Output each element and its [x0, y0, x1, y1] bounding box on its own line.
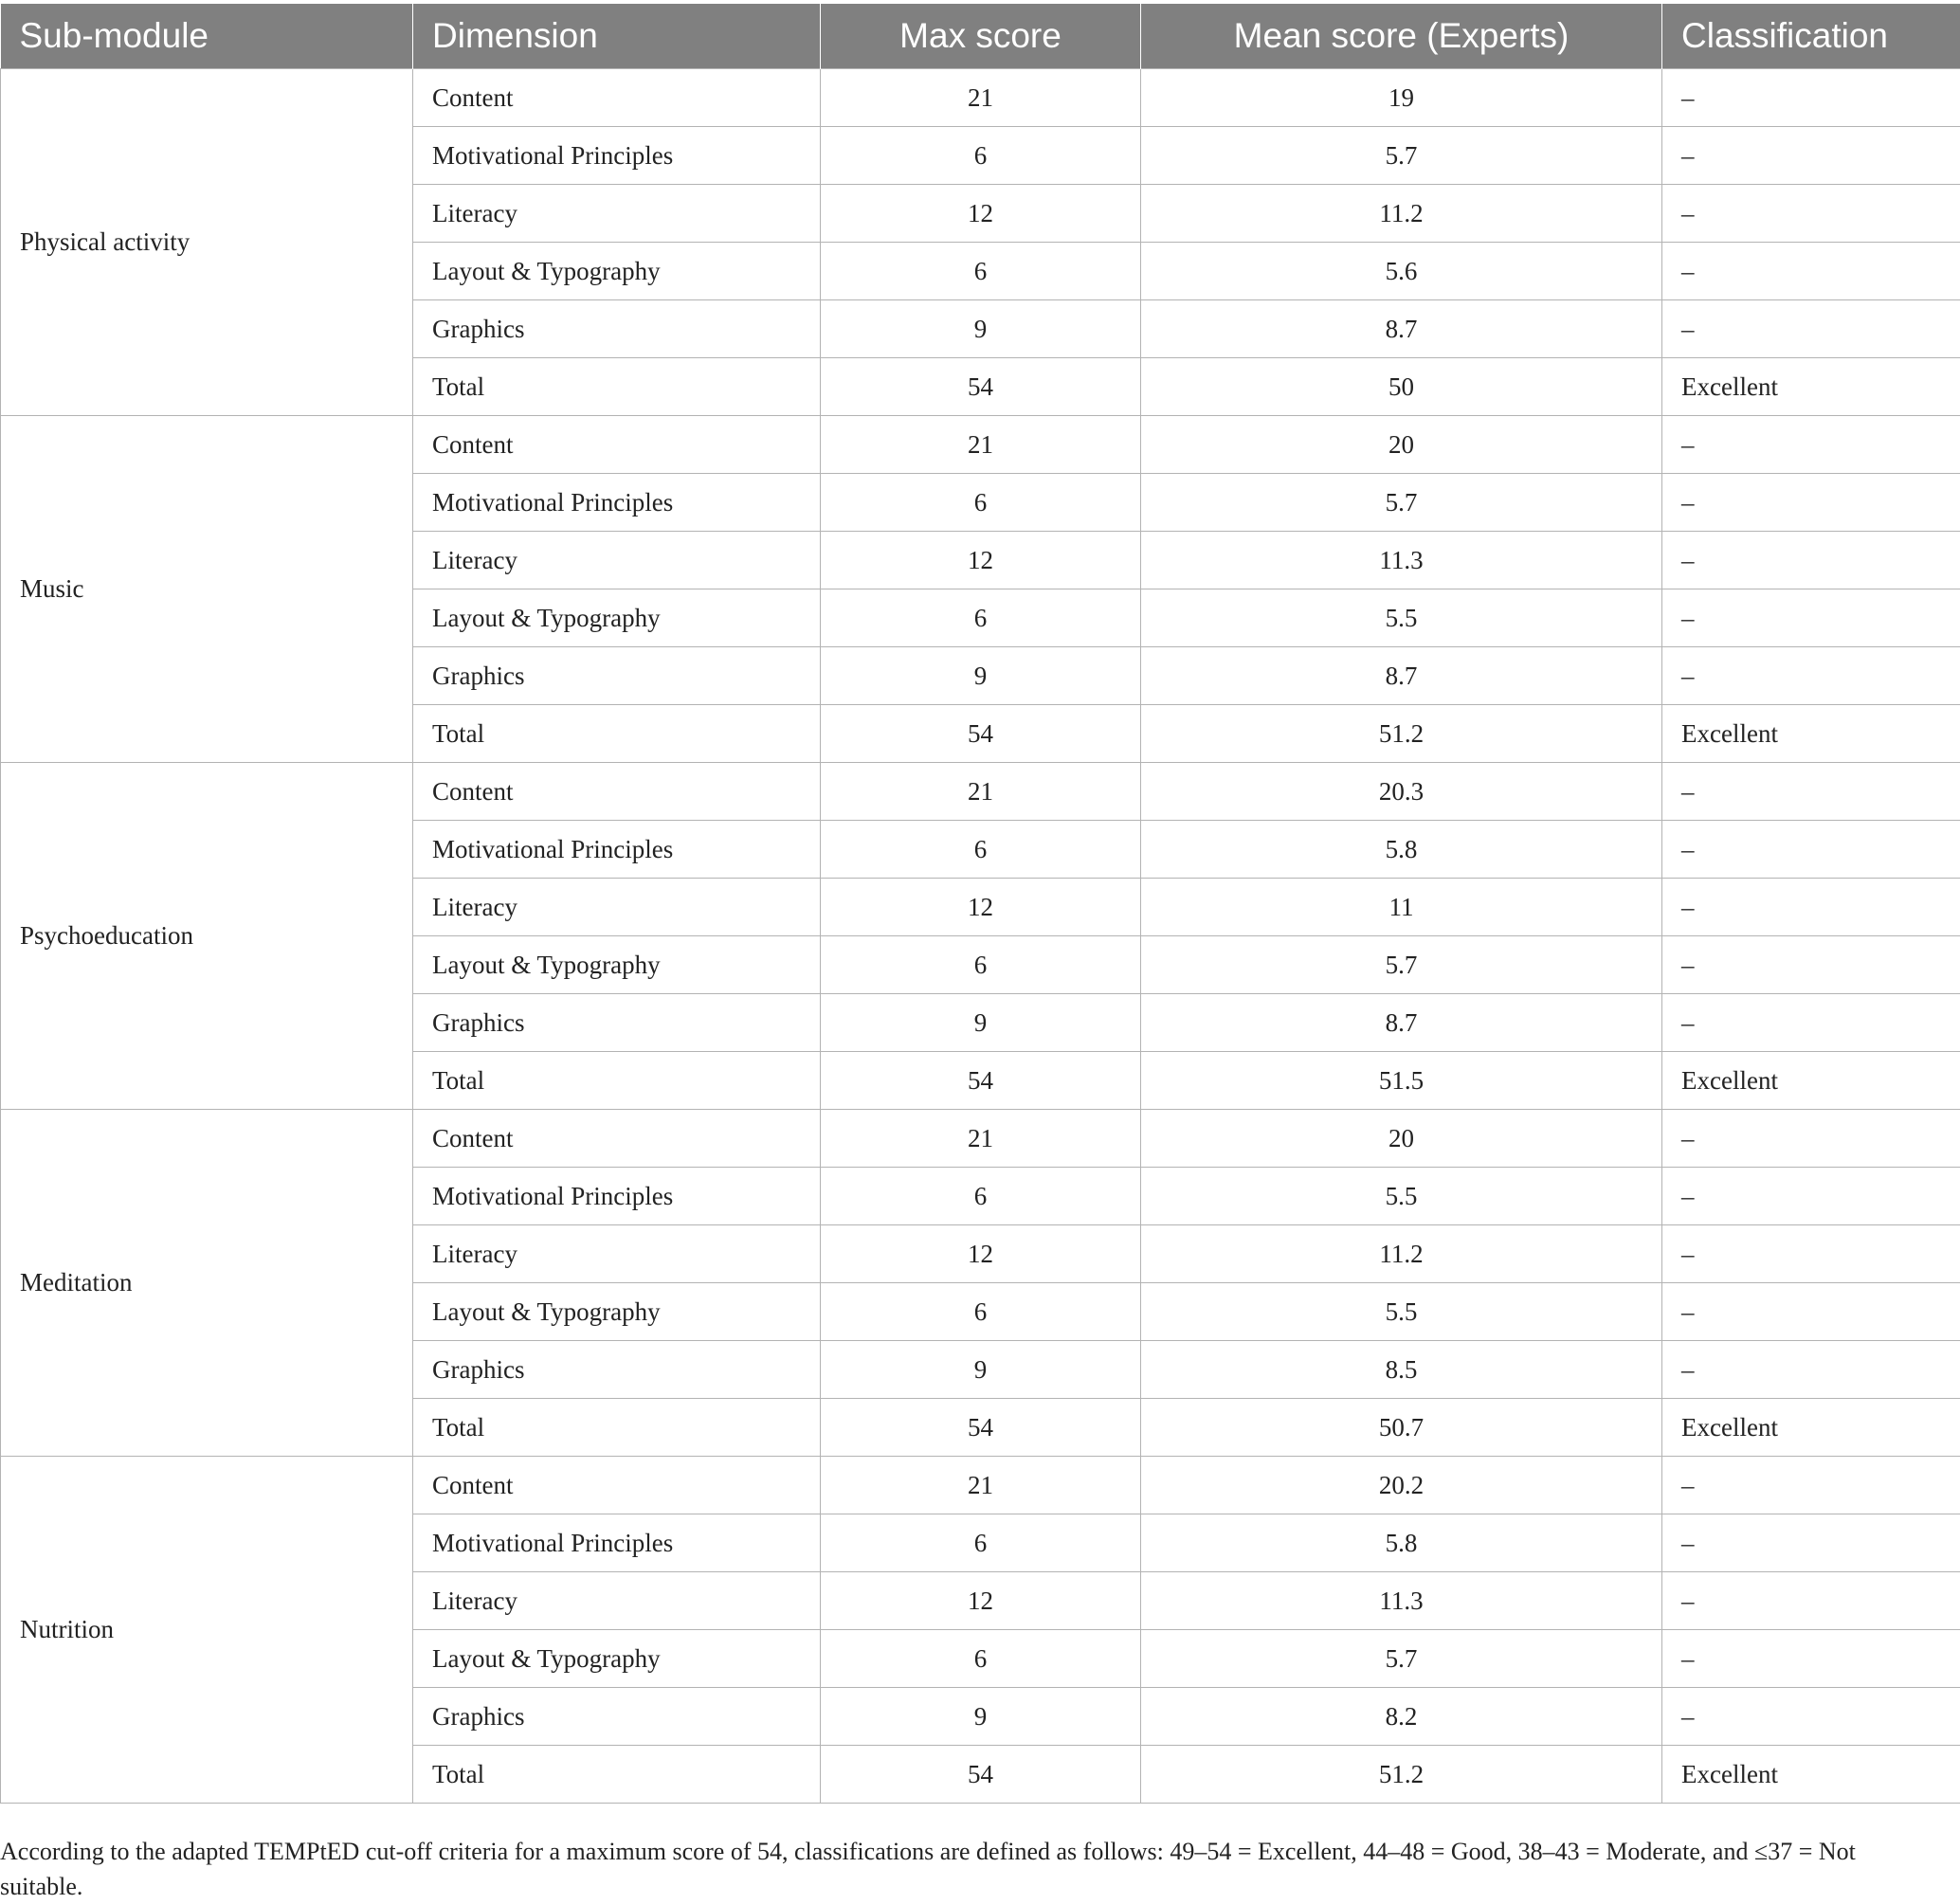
classification-cell: – — [1662, 647, 1960, 705]
table-body — [1, 69, 1960, 1804]
table-header — [1, 4, 1960, 69]
max-score-cell: 21 — [821, 763, 1141, 821]
mean-score-cell: 5.8 — [1141, 821, 1662, 879]
max-score-cell: 21 — [821, 416, 1141, 474]
mean-score-cell: 8.5 — [1141, 1341, 1662, 1399]
max-score-cell: 6 — [821, 1514, 1141, 1572]
classification-cell: Excellent — [1662, 1052, 1960, 1110]
mean-score-cell: 11.2 — [1141, 1225, 1662, 1283]
classification-cell: Excellent — [1662, 1746, 1960, 1804]
classification-cell: – — [1662, 1688, 1960, 1746]
mean-score-cell: 51.2 — [1141, 705, 1662, 763]
classification-cell: – — [1662, 185, 1960, 243]
mean-score-cell: 19 — [1141, 69, 1662, 127]
max-score-cell: 21 — [821, 1457, 1141, 1514]
mean-score-cell: 20 — [1141, 416, 1662, 474]
dimension-cell: Motivational Principles — [413, 474, 821, 532]
dimension-cell: Literacy — [413, 532, 821, 589]
classification-cell: – — [1662, 994, 1960, 1052]
header-dimension: Dimension — [413, 4, 821, 69]
mean-score-cell: 5.7 — [1141, 474, 1662, 532]
dimension-cell: Motivational Principles — [413, 1514, 821, 1572]
mean-score-cell: 20.2 — [1141, 1457, 1662, 1514]
mean-score-cell: 11.2 — [1141, 185, 1662, 243]
classification-cell: – — [1662, 589, 1960, 647]
mean-score-cell: 50.7 — [1141, 1399, 1662, 1457]
classification-cell: – — [1662, 879, 1960, 936]
mean-score-cell: 20 — [1141, 1110, 1662, 1168]
dimension-cell: Content — [413, 1457, 821, 1514]
max-score-cell: 54 — [821, 1399, 1141, 1457]
max-score-cell: 54 — [821, 358, 1141, 416]
max-score-cell: 6 — [821, 589, 1141, 647]
dimension-cell: Total — [413, 705, 821, 763]
table-footnote: According to the adapted TEMPtED cut-off criteria for a maximum score of 54, classifications are defined as follows: 49–54 = Excellent, 44–48 = Good, 38–43 = Moderate, and ≤37 = Not suitable. — [0, 1834, 1924, 1904]
max-score-cell: 9 — [821, 647, 1141, 705]
max-score-cell: 21 — [821, 69, 1141, 127]
classification-cell: – — [1662, 532, 1960, 589]
dimension-cell: Literacy — [413, 1572, 821, 1630]
dimension-cell: Content — [413, 763, 821, 821]
dimension-cell: Literacy — [413, 185, 821, 243]
classification-cell: Excellent — [1662, 705, 1960, 763]
dimension-cell: Content — [413, 1110, 821, 1168]
dimension-cell: Layout & Typography — [413, 1283, 821, 1341]
max-score-cell: 9 — [821, 1341, 1141, 1399]
dimension-cell: Total — [413, 1052, 821, 1110]
classification-cell: – — [1662, 416, 1960, 474]
classification-cell: – — [1662, 1341, 1960, 1399]
dimension-cell: Total — [413, 1746, 821, 1804]
max-score-cell: 6 — [821, 936, 1141, 994]
dimension-cell: Content — [413, 416, 821, 474]
dimension-cell: Graphics — [413, 1688, 821, 1746]
dimension-cell: Motivational Principles — [413, 1168, 821, 1225]
max-score-cell: 12 — [821, 185, 1141, 243]
max-score-cell: 6 — [821, 1168, 1141, 1225]
max-score-cell: 9 — [821, 994, 1141, 1052]
mean-score-cell: 5.7 — [1141, 936, 1662, 994]
classification-cell: – — [1662, 69, 1960, 127]
max-score-cell: 12 — [821, 532, 1141, 589]
mean-score-cell: 8.7 — [1141, 647, 1662, 705]
table-row — [1, 1110, 1960, 1168]
max-score-cell: 6 — [821, 243, 1141, 300]
mean-score-cell: 5.5 — [1141, 1168, 1662, 1225]
classification-cell: – — [1662, 243, 1960, 300]
dimension-cell: Motivational Principles — [413, 821, 821, 879]
table-row — [1, 763, 1960, 821]
submodule-cell: Psychoeducation — [1, 763, 413, 1110]
dimension-cell: Layout & Typography — [413, 243, 821, 300]
classification-cell: – — [1662, 1457, 1960, 1514]
classification-cell: – — [1662, 1225, 1960, 1283]
dimension-cell: Layout & Typography — [413, 936, 821, 994]
mean-score-cell: 11.3 — [1141, 532, 1662, 589]
dimension-cell: Layout & Typography — [413, 589, 821, 647]
classification-cell: – — [1662, 1283, 1960, 1341]
header-classification: Classification — [1662, 4, 1960, 69]
submodule-cell: Meditation — [1, 1110, 413, 1457]
mean-score-cell: 50 — [1141, 358, 1662, 416]
mean-score-cell: 5.8 — [1141, 1514, 1662, 1572]
table-row — [1, 69, 1960, 127]
table-row — [1, 1457, 1960, 1514]
header-submodule: Sub-module — [1, 4, 413, 69]
classification-cell: – — [1662, 127, 1960, 185]
dimension-cell: Total — [413, 358, 821, 416]
submodule-cell: Music — [1, 416, 413, 763]
max-score-cell: 9 — [821, 1688, 1141, 1746]
max-score-cell: 54 — [821, 1746, 1141, 1804]
max-score-cell: 6 — [821, 821, 1141, 879]
mean-score-cell: 20.3 — [1141, 763, 1662, 821]
classification-cell: – — [1662, 1514, 1960, 1572]
dimension-cell: Layout & Typography — [413, 1630, 821, 1688]
scores-table — [0, 4, 1960, 1804]
table-row — [1, 416, 1960, 474]
header-row — [1, 4, 1960, 69]
header-max-score: Max score — [821, 4, 1141, 69]
dimension-cell: Literacy — [413, 1225, 821, 1283]
max-score-cell: 9 — [821, 300, 1141, 358]
mean-score-cell: 5.7 — [1141, 127, 1662, 185]
dimension-cell: Graphics — [413, 1341, 821, 1399]
max-score-cell: 12 — [821, 1572, 1141, 1630]
mean-score-cell: 11.3 — [1141, 1572, 1662, 1630]
max-score-cell: 6 — [821, 474, 1141, 532]
classification-cell: – — [1662, 763, 1960, 821]
mean-score-cell: 8.2 — [1141, 1688, 1662, 1746]
dimension-cell: Literacy — [413, 879, 821, 936]
dimension-cell: Graphics — [413, 647, 821, 705]
classification-cell: – — [1662, 474, 1960, 532]
dimension-cell: Graphics — [413, 994, 821, 1052]
mean-score-cell: 51.5 — [1141, 1052, 1662, 1110]
max-score-cell: 12 — [821, 1225, 1141, 1283]
max-score-cell: 6 — [821, 127, 1141, 185]
max-score-cell: 21 — [821, 1110, 1141, 1168]
max-score-cell: 12 — [821, 879, 1141, 936]
dimension-cell: Motivational Principles — [413, 127, 821, 185]
header-mean-score: Mean score (Experts) — [1141, 4, 1662, 69]
classification-cell: – — [1662, 300, 1960, 358]
mean-score-cell: 8.7 — [1141, 300, 1662, 358]
classification-cell: Excellent — [1662, 358, 1960, 416]
classification-cell: Excellent — [1662, 1399, 1960, 1457]
mean-score-cell: 5.5 — [1141, 589, 1662, 647]
classification-cell: – — [1662, 1630, 1960, 1688]
submodule-cell: Nutrition — [1, 1457, 413, 1804]
max-score-cell: 6 — [821, 1283, 1141, 1341]
classification-cell: – — [1662, 1168, 1960, 1225]
max-score-cell: 54 — [821, 705, 1141, 763]
mean-score-cell: 5.5 — [1141, 1283, 1662, 1341]
dimension-cell: Total — [413, 1399, 821, 1457]
classification-cell: – — [1662, 1110, 1960, 1168]
mean-score-cell: 11 — [1141, 879, 1662, 936]
max-score-cell: 54 — [821, 1052, 1141, 1110]
max-score-cell: 6 — [821, 1630, 1141, 1688]
submodule-cell: Physical activity — [1, 69, 413, 416]
dimension-cell: Graphics — [413, 300, 821, 358]
mean-score-cell: 5.7 — [1141, 1630, 1662, 1688]
mean-score-cell: 5.6 — [1141, 243, 1662, 300]
mean-score-cell: 51.2 — [1141, 1746, 1662, 1804]
classification-cell: – — [1662, 936, 1960, 994]
classification-cell: – — [1662, 821, 1960, 879]
classification-cell: – — [1662, 1572, 1960, 1630]
mean-score-cell: 8.7 — [1141, 994, 1662, 1052]
dimension-cell: Content — [413, 69, 821, 127]
